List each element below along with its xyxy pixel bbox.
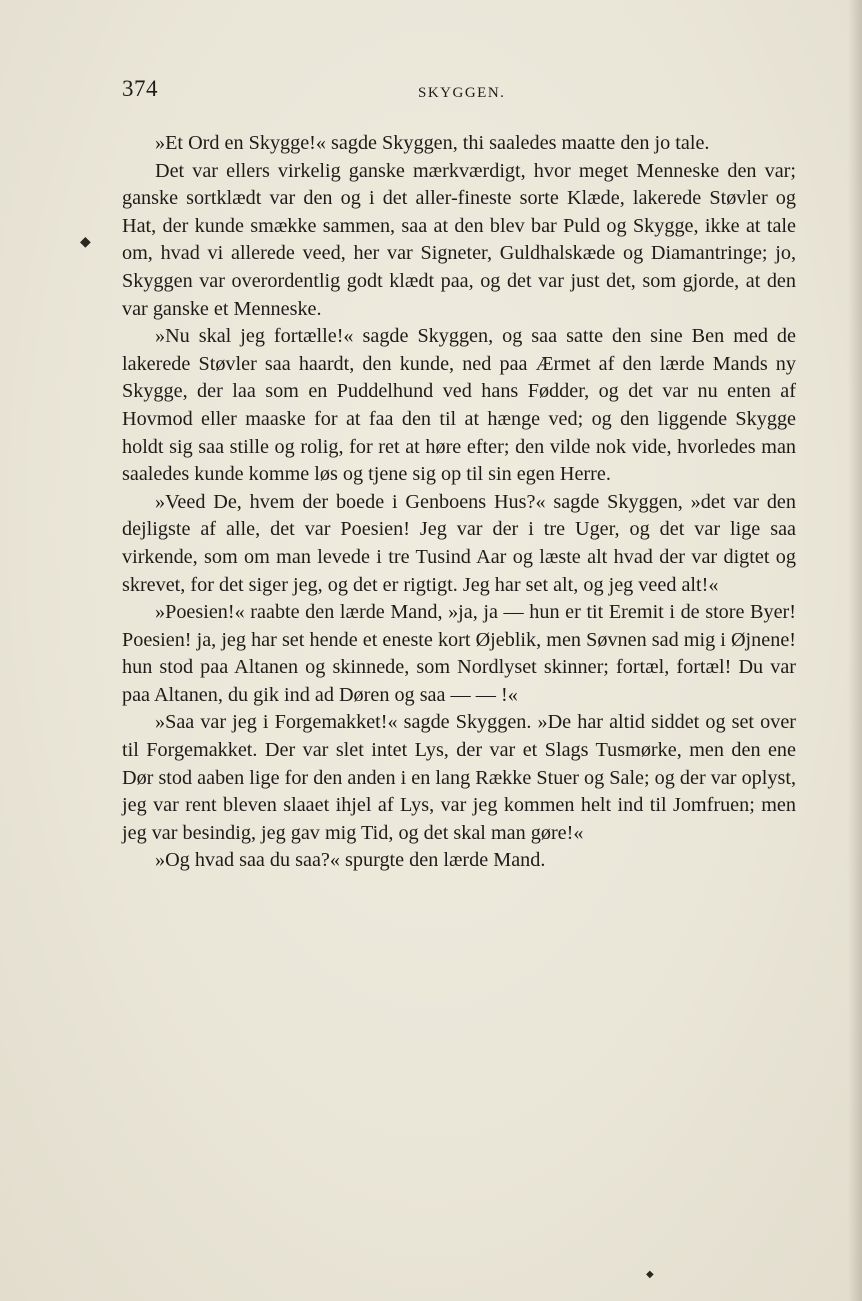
paragraph-2: Det var ellers virkelig ganske mærkværdigt, hvor meget Menneske den var; ganske sortklædt var den og i det aller-fineste sorte Klæde, lakerede Støvler og Hat, der kunde smække sammen, saa at den blev bar Puld og Skygge, ikke at tale om, hvad vi allerede veed, her var Signeter, Guldhalskæde og Diamantringe; jo, Skyggen var overordentlig godt klædt paa, og det var just det, som gjorde, at den var ganske et Menneske.: [122, 159, 796, 320]
paragraph-1: »Et Ord en Skygge!« sagde Skyggen, thi saaledes maatte den jo tale.: [155, 132, 710, 154]
running-head: SKYGGEN.: [418, 85, 506, 101]
body-text: [122, 130, 796, 875]
page-header: [122, 76, 796, 106]
paragraph-7: »Og hvad saa du saa?« spurgte den lærde Mand.: [155, 849, 546, 872]
bottom-ink-mark: ◆: [646, 1269, 654, 1280]
page-number: 374: [122, 76, 158, 101]
paragraph-3: »Nu skal jeg fortælle!« sagde Skyggen, og saa satte den sine Ben med de lakerede Støvler saa haardt, den kunde, ned paa Ærmet af den lærde Mands ny Skygge, der laa som en Puddelhund ved hans Fødder, og det var nu enten af Hovmod eller maaske for at faa den til at hænge ved; og den liggende Skygge holdt sig saa stille og rolig, for ret at høre efter; den vilde nok vide, hvorledes man saaledes kunde komme løs og tjene sig op til sin egen Herre.: [122, 325, 796, 486]
margin-bullet-mark: ◆: [80, 235, 91, 250]
paragraph-5: »Poesien!« raabte den lærde Mand, »ja, ja — hun er tit Eremit i de store Byer! Poesien! ja, jeg har set hende et eneste kort Øjeblik, men Søvnen sad mig i Øjnene! hun stod paa Altanen og skinnede, som Nordlyset skinner; fortæl, fortæl! Du var paa Altanen, du gik ind ad Døren og saa — — !«: [122, 601, 796, 706]
paragraph-4: »Veed De, hvem der boede i Genboens Hus?« sagde Skyggen, »det var den dejligste af alle, det var Poesien! Jeg var der i tre Uger, og det var lige saa virkende, som om man levede i tre Tusind Aar og læste alt hvad der var digtet og skrevet, for det siger jeg, og det er rigtigt. Jeg har set alt, og jeg veed alt!«: [122, 490, 796, 596]
paragraph-6: »Saa var jeg i Forgemakket!« sagde Skyggen. »De har altid siddet og set over til Forgemakket. Der var slet intet Lys, der var et Slags Tusmørke, men den ene Dør stod aaben lige for den anden i en lang Række Stuer og Sale; og der var oplyst, jeg var rent bleven slaaet ihjel af Lys, var jeg kommen helt ind til Jomfruen; men jeg var besindig, jeg gav mig Tid, og det skal man gøre!«: [122, 711, 796, 844]
page-edge-shadow: [848, 0, 862, 1301]
